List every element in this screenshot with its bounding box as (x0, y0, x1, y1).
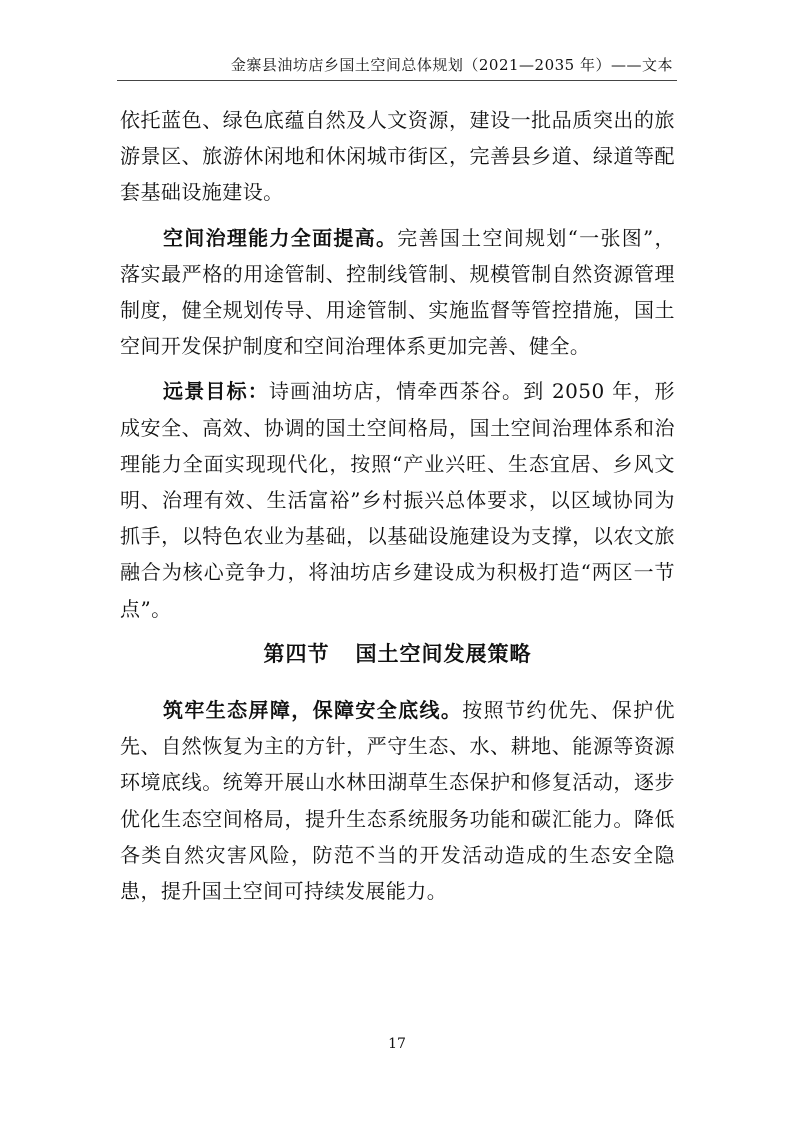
paragraph-ecological-barrier (120, 692, 675, 909)
running-header: 金寨县油坊店乡国土空间总体规划（2021—2035 年）——文本 (230, 56, 673, 74)
header-divider (117, 80, 677, 81)
paragraph-body-governance: 完善国土空间规划“一张图”，落实最严格的用途管制、控制线管制、规模管制自然资源管理制度，健全规划传导、用途管制、实施监督等管控措施，国土空间开发保护制度和空间治理体系更加完善、健全。 (120, 225, 676, 359)
paragraph-long-term-goal (120, 373, 675, 626)
paragraph-tourism-infrastructure: 依托蓝色、绿色底蕴自然及人文资源，建设一批品质突出的旅游景区、旅游休闲地和休闲城市街区，完善县乡道、绿道等配套基础设施建设。 (120, 108, 675, 205)
paragraph-governance (120, 220, 675, 365)
paragraph-lead-long-term-goal: 远景目标： (163, 379, 269, 404)
paragraph-body-ecological-barrier: 按照节约优先、保护优先、自然恢复为主的方针，严守生态、水、耕地、能源等资源环境底线。统筹开展山水林田湖草生态保护和修复活动，逐步优化生态空间格局，提升生态系统服务功能和碳汇能力。降低各类自然灾害风险，防范不当的开发活动造成的生态安全隐患，提升国土空间可持续发展能力。 (120, 698, 675, 904)
page-number: 17 (388, 1036, 406, 1052)
paragraph-lead-governance: 空间治理能力全面提高。 (163, 225, 398, 250)
section-number: 第四节 (263, 641, 330, 666)
paragraph-body-long-term-goal: 诗画油坊店，情牵西茶谷。到 2050 年，形成安全、高效、协调的国土空间格局，国土空间治理体系和治理能力全面实现现代化，按照“产业兴旺、生态宜居、乡风文明、治理有效、生活富裕”乡村振兴总体要求，以区域协同为抓手，以特色农业为基础，以基础设施建设为支撑，以农文旅融合为核心竞争力，将油坊店乡建设成为积极打造“两区一节点”。 (120, 379, 676, 621)
document-body (120, 102, 675, 918)
section-heading (120, 636, 675, 672)
paragraph-lead-ecological-barrier: 筑牢生态屏障，保障安全底线。 (163, 698, 463, 723)
section-title: 国土空间发展策略 (355, 641, 532, 666)
